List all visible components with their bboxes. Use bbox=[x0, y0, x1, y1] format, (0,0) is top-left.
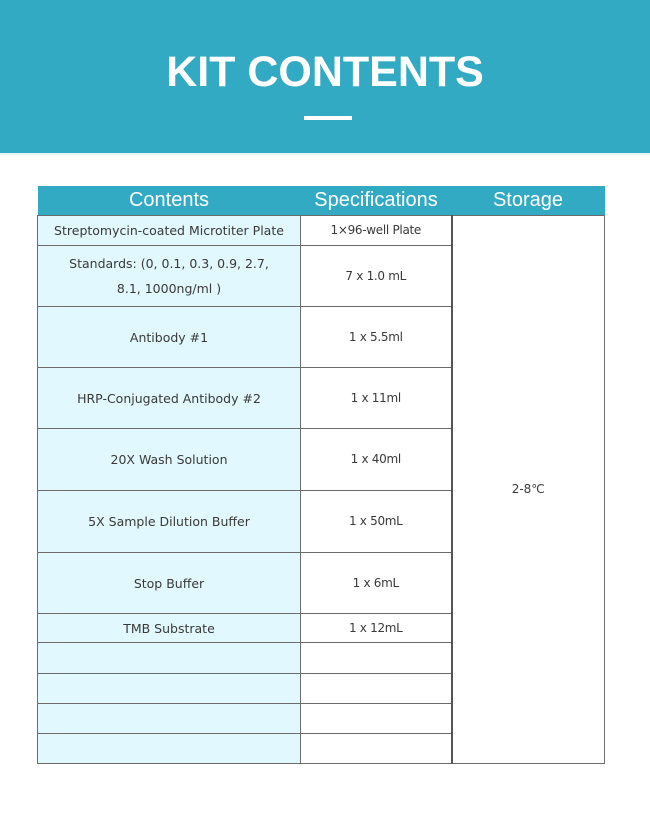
contents-cell: Stop Buffer bbox=[38, 553, 301, 614]
spec-cell: 1 x 40ml bbox=[301, 429, 452, 491]
spec-cell bbox=[301, 643, 452, 674]
contents-cell: Streptomycin-coated Microtiter Plate bbox=[38, 216, 301, 246]
page-title: KIT CONTENTS bbox=[166, 48, 484, 96]
spec-cell: 1 x 11ml bbox=[301, 368, 452, 429]
contents-line-1: Standards: (0, 0.1, 0.3, 0.9, 2.7, bbox=[69, 256, 269, 271]
spec-cell: 1 x 50mL bbox=[301, 491, 452, 553]
contents-cell bbox=[38, 734, 301, 764]
contents-cell bbox=[38, 704, 301, 734]
contents-cell bbox=[38, 674, 301, 704]
contents-cell: 5X Sample Dilution Buffer bbox=[38, 491, 301, 553]
spec-cell: 7 x 1.0 mL bbox=[301, 246, 452, 307]
table-header-row bbox=[38, 186, 605, 216]
banner-bottom-edge bbox=[0, 153, 650, 155]
spec-cell: 1 x 12mL bbox=[301, 614, 452, 643]
spec-cell: 1 x 5.5ml bbox=[301, 307, 452, 368]
storage-cell: 2-8℃ bbox=[452, 216, 605, 764]
title-underline-divider bbox=[304, 116, 352, 120]
contents-cell bbox=[38, 246, 301, 307]
header-storage: Storage bbox=[452, 186, 605, 216]
spec-cell: 1×96-well Plate bbox=[301, 216, 452, 246]
contents-cell: 20X Wash Solution bbox=[38, 429, 301, 491]
spec-cell bbox=[301, 674, 452, 704]
kit-contents-banner bbox=[0, 0, 650, 154]
table-row bbox=[38, 216, 605, 246]
header-contents: Contents bbox=[38, 186, 301, 216]
contents-cell: HRP-Conjugated Antibody #2 bbox=[38, 368, 301, 429]
kit-contents-table bbox=[37, 186, 605, 764]
spec-cell: 1 x 6mL bbox=[301, 553, 452, 614]
contents-cell: Antibody #1 bbox=[38, 307, 301, 368]
spec-cell bbox=[301, 734, 452, 764]
contents-cell: TMB Substrate bbox=[38, 614, 301, 643]
contents-line-2: 8.1, 1000ng/ml ) bbox=[116, 281, 222, 296]
contents-cell bbox=[38, 643, 301, 674]
spec-cell bbox=[301, 704, 452, 734]
header-specifications: Specifications bbox=[301, 186, 452, 216]
